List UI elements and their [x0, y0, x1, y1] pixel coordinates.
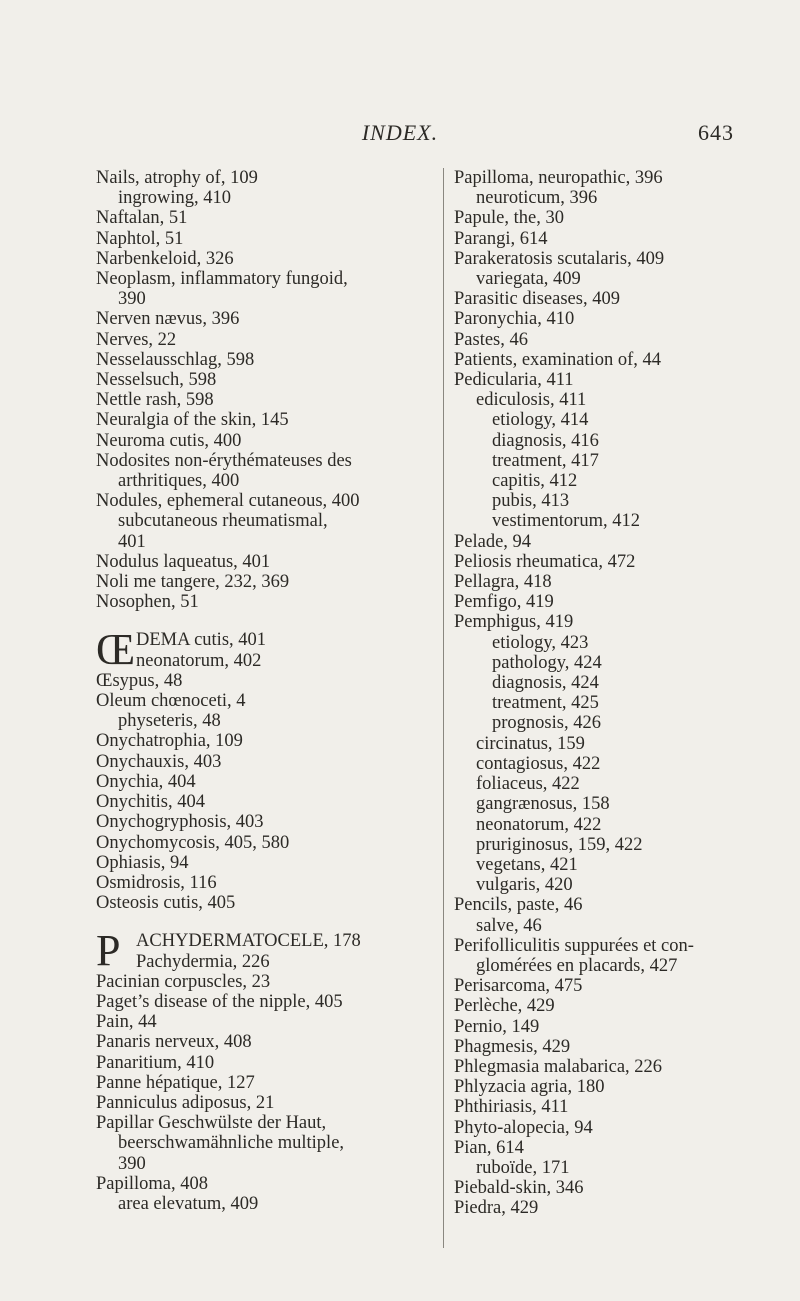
index-entry: Parasitic diseases, 409: [454, 289, 620, 310]
index-entry: Nettle rash, 598: [96, 390, 214, 411]
index-entry: Neuroma cutis, 400: [96, 430, 242, 451]
index-subentry: treatment, 417: [492, 450, 599, 471]
index-entry: Onychatrophia, 109: [96, 731, 243, 752]
index-entry: Nesselsuch, 598: [96, 370, 217, 391]
index-block-p: [96, 972, 426, 1214]
index-subentry: ruboïde, 171: [476, 1157, 570, 1178]
index-entry: Panne hépatique, 127: [96, 1072, 255, 1093]
index-subentry: treatment, 425: [492, 693, 599, 714]
index-column-right: [443, 168, 784, 1248]
index-subentry: beerschwamähnliche multiple,: [118, 1133, 345, 1154]
index-entry: Perifolliculitis suppurées et con-: [454, 935, 694, 956]
index-subentry: etiology, 414: [492, 410, 589, 431]
index-entry: Phagmesis, 429: [454, 1036, 571, 1057]
index-subentry: prognosis, 426: [492, 713, 601, 734]
index-subentry: pubis, 413: [492, 491, 570, 512]
index-entry: Paronychia, 410: [454, 309, 575, 330]
index-entry: Phlyzacia agria, 180: [454, 1077, 605, 1098]
index-entry: Osteosis cutis, 405: [96, 893, 236, 914]
index-entry: Nesselausschlag, 598: [96, 349, 255, 370]
index-entry: Oleum chœnoceti, 4: [96, 691, 246, 712]
page-number: 643: [698, 120, 734, 145]
index-entry: Panaritium, 410: [96, 1052, 215, 1073]
index-subentry: 401: [118, 531, 146, 552]
page-title: INDEX.: [361, 120, 439, 145]
index-subentry: circinatus, 159: [476, 733, 585, 754]
index-entry: Naftalan, 51: [96, 208, 188, 229]
index-subentry: etiology, 423: [492, 632, 589, 653]
index-entry: Nodulus laqueatus, 401: [96, 551, 271, 572]
index-subentry: subcutaneous rheumatismal,: [118, 511, 328, 532]
index-entry: Osmidrosis, 116: [96, 872, 217, 893]
index-entry: neonatorum, 402: [136, 650, 262, 671]
index-subentry: neonatorum, 422: [476, 814, 602, 835]
index-subentry: pruriginosus, 159, 422: [476, 834, 643, 855]
index-subentry: contagiosus, 422: [476, 753, 601, 774]
index-entry: DEMA cutis, 401: [136, 630, 267, 651]
index-subentry: capitis, 412: [492, 471, 578, 492]
index-subentry: gangrænosus, 158: [476, 794, 610, 815]
index-entry: Pacinian corpuscles, 23: [96, 971, 271, 992]
index-entry: Onychitis, 404: [96, 792, 205, 813]
index-entry-pachydermatocele: [96, 926, 426, 976]
index-entry: Perlèche, 429: [454, 996, 555, 1017]
index-entry: Phlegmasia malabarica, 226: [454, 1056, 663, 1077]
index-subentry: vestimentorum, 412: [492, 511, 640, 532]
index-entry: Pellagra, 418: [454, 572, 552, 593]
index-entry: Patients, examination of, 44: [454, 349, 662, 370]
page-header: [0, 118, 800, 154]
index-entry: Onychomycosis, 405, 580: [96, 832, 290, 853]
index-entry: Pelade, 94: [454, 531, 532, 552]
drop-cap-p: P: [96, 926, 121, 976]
index-entry: Nails, atrophy of, 109: [96, 168, 258, 188]
index-entry: Ophiasis, 94: [96, 852, 189, 873]
index-block-n: [96, 168, 426, 612]
index-entry: Neoplasm, inflammatory fungoid,: [96, 269, 348, 290]
index-entry: Œsypus, 48: [96, 670, 183, 691]
index-entry: Papilloma, neuropathic, 396: [454, 168, 663, 188]
index-entry: Nodosites non-érythémateuses des: [96, 450, 352, 471]
index-entry: Naphtol, 51: [96, 228, 184, 249]
index-subentry: physeteris, 48: [118, 711, 221, 732]
index-subentry: 390: [118, 1153, 146, 1174]
index-subentry: 390: [118, 289, 146, 310]
index-entry: Onychogryphosis, 403: [96, 812, 264, 833]
index-subentry: variegata, 409: [476, 269, 581, 290]
index-entry: Nerves, 22: [96, 329, 177, 350]
index-entry: Neuralgia of the skin, 145: [96, 410, 289, 431]
index-subentry: glomérées en placards, 427: [476, 955, 678, 976]
index-entry: Nodules, ephemeral cutaneous, 400: [96, 491, 360, 512]
index-entry: Pemfigo, 419: [454, 592, 554, 613]
index-entry: Nerven nævus, 396: [96, 309, 240, 330]
index-entry: Narbenkeloid, 326: [96, 248, 234, 269]
index-entry-oedema: [96, 625, 426, 675]
index-entry: Perisarcoma, 475: [454, 976, 583, 997]
index-entry: Pemphigus, 419: [454, 612, 574, 633]
index-entry: Pain, 44: [96, 1012, 157, 1033]
index-subentry: vegetans, 421: [476, 854, 578, 875]
index-entry: Phyto-alopecia, 94: [454, 1117, 593, 1138]
index-subentry: ingrowing, 410: [118, 188, 232, 209]
index-subentry: area elevatum, 409: [118, 1193, 259, 1214]
index-entry: Pastes, 46: [454, 329, 528, 350]
index-entry: Pachydermia, 226: [136, 951, 270, 972]
index-subentry: diagnosis, 416: [492, 430, 599, 451]
index-entry: Panaris nerveux, 408: [96, 1032, 252, 1053]
index-entry: ACHYDERMATOCELE, 178: [136, 931, 361, 952]
index-subentry: salve, 46: [476, 915, 542, 936]
index-entry: Onychauxis, 403: [96, 751, 222, 772]
index-subentry: neuroticum, 396: [476, 188, 598, 209]
index-entry: Nosophen, 51: [96, 592, 199, 613]
index-entry: Pian, 614: [454, 1137, 524, 1158]
index-entry: Parakeratosis scutalaris, 409: [454, 248, 665, 269]
index-subentry: ediculosis, 411: [476, 390, 587, 411]
drop-cap-oe: Œ: [96, 625, 136, 675]
index-entry: Paget’s disease of the nipple, 405: [96, 991, 343, 1012]
index-entry: Papilloma, 408: [96, 1173, 209, 1194]
index-entry: Pencils, paste, 46: [454, 895, 583, 916]
index-block-o: [96, 671, 426, 913]
index-entry: Piedra, 429: [454, 1198, 539, 1219]
index-entry: Papule, the, 30: [454, 208, 564, 229]
index-entry: Peliosis rheumatica, 472: [454, 551, 636, 572]
index-subentry: diagnosis, 424: [492, 673, 599, 694]
index-entry: Phthiriasis, 411: [454, 1097, 569, 1118]
index-entry: Parangi, 614: [454, 228, 548, 249]
index-subentry: arthritiques, 400: [118, 471, 240, 492]
index-column-left: [96, 168, 426, 1214]
index-entry: Papillar Geschwülste der Haut,: [96, 1113, 327, 1134]
index-entry: Onychia, 404: [96, 771, 196, 792]
index-subentry: vulgaris, 420: [476, 875, 573, 896]
index-entry: Noli me tangere, 232, 369: [96, 572, 290, 593]
index-entry: Panniculus adiposus, 21: [96, 1092, 275, 1113]
index-subentry: foliaceus, 422: [476, 774, 580, 795]
index-entry: Piebald-skin, 346: [454, 1178, 584, 1199]
index-entry: Pernio, 149: [454, 1016, 540, 1037]
index-subentry: pathology, 424: [492, 652, 602, 673]
index-block-p-continued: [454, 168, 784, 1219]
index-entry: Pedicularia, 411: [454, 370, 574, 391]
